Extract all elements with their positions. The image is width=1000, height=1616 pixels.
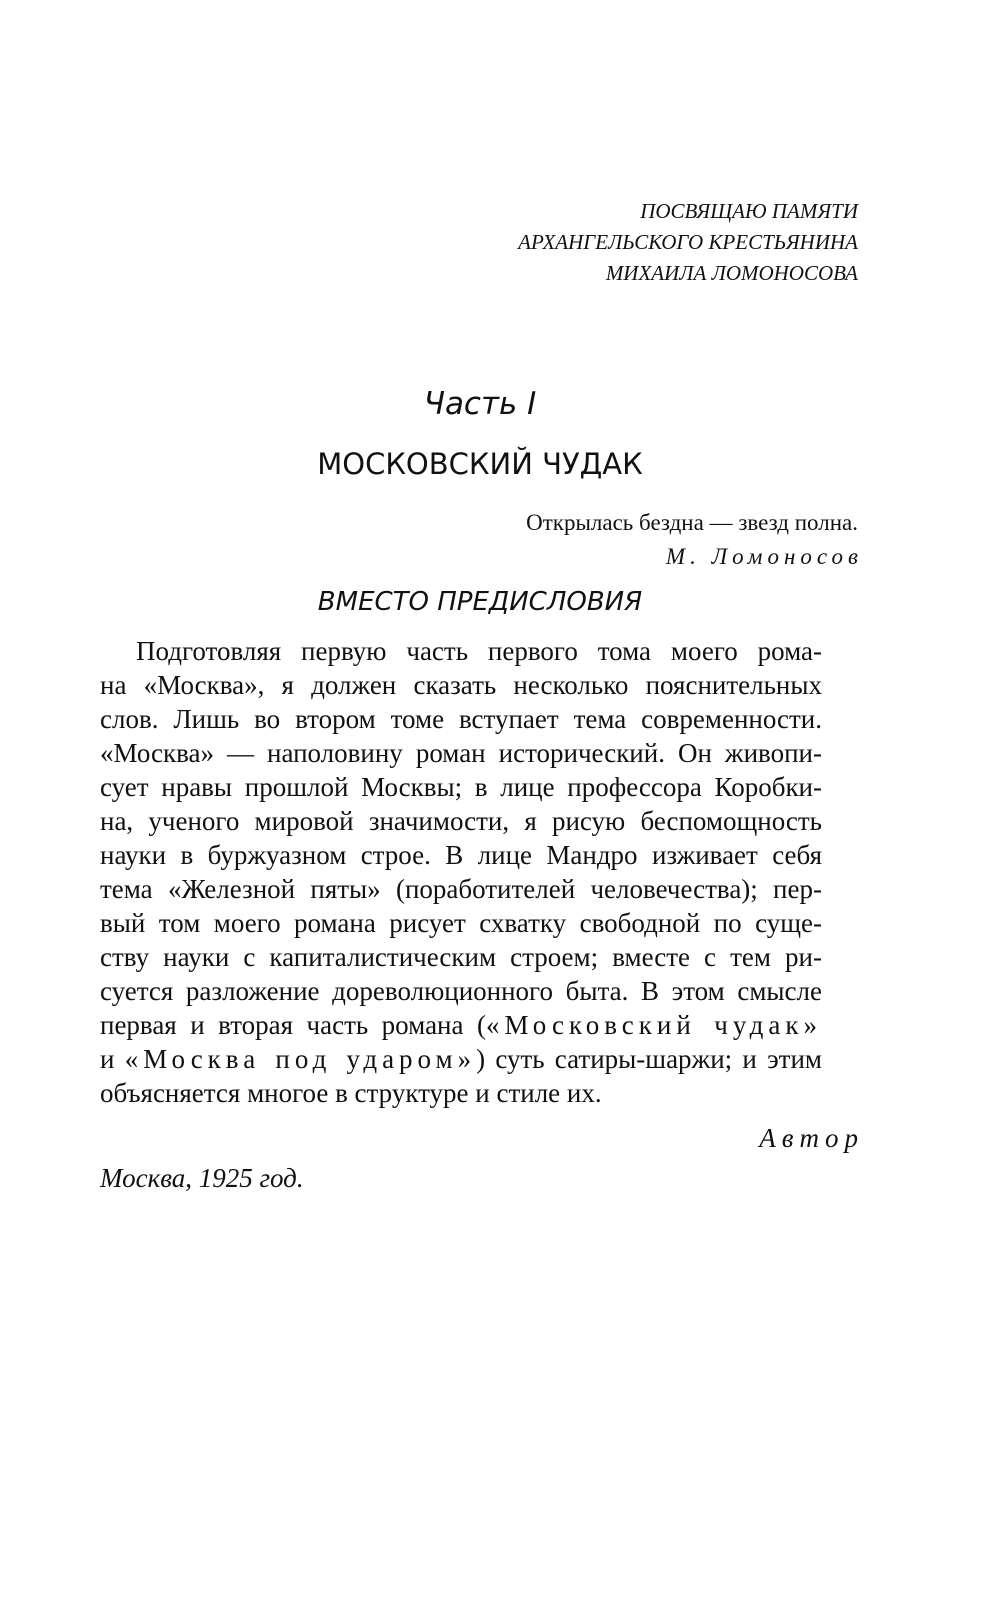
preface-line: объясняется многое в структуре и стиле их. [100,1078,602,1108]
preface-line: «Москва» — наполовину роман исторический. Он живопи- [100,738,822,768]
preface-line: тема «Железной пяты» (поработителей человечества); пер- [100,874,822,904]
section-title: ВМЕСТО ПРЕДИСЛОВИЯ [317,587,643,617]
preface-line: суется разложение дореволюционного быта. В этом смысле [100,976,822,1006]
dedication [518,196,858,289]
part-title: МОСКОВСКИЙ ЧУДАК [317,447,643,481]
preface-line [100,1008,822,1042]
part-label: Часть I [423,386,537,422]
preface-line: на «Москва», я должен сказать несколько пояснительных [100,670,822,700]
preface-line: сует нравы прошлой Москвы; в лице профессора Коробки- [100,772,822,802]
dedication-line: АРХАНГЕЛЬСКОГО КРЕСТЬЯНИНА [518,230,858,254]
preface-text [100,634,822,1110]
preface-line-text: первая и вторая часть романа ( [100,1010,486,1040]
preface-line: вый том моего романа рисует схватку свободной по суще- [100,908,822,938]
epigraph-text: Открылась бездна — звезд полна. [526,510,858,535]
preface-line [100,1042,822,1076]
preface-line-text: и [100,1044,115,1074]
dedication-line: ПОСВЯЩАЮ ПАМЯТИ [640,199,858,223]
place-date: Москва, 1925 год. [100,1163,304,1193]
preface-line: Подготовляя первую часть первого тома моего рома- [136,636,822,666]
epigraph-author: М. Ломоносов [665,544,863,569]
preface-line-text: ) суть сатиры-шаржи; и этим [476,1044,822,1074]
preface-line: ству науки с капиталистическим строем; вместе с тем ри- [100,942,822,972]
epigraph [526,506,863,574]
preface-line: науки в буржуазном строе. В лице Мандро изживает себя [100,840,822,870]
spaced-title: «Московский чудак» [485,1010,822,1040]
dedication-line: МИХАИЛА ЛОМОНОСОВА [605,261,858,285]
preface-line: на, ученого мировой значимости, я рисую беспомощность [100,806,822,836]
signature: Автор [759,1123,864,1153]
spaced-title: «Москва под ударом» [124,1044,477,1074]
preface-line: слов. Лишь во втором томе вступает тема современности. [100,704,822,734]
